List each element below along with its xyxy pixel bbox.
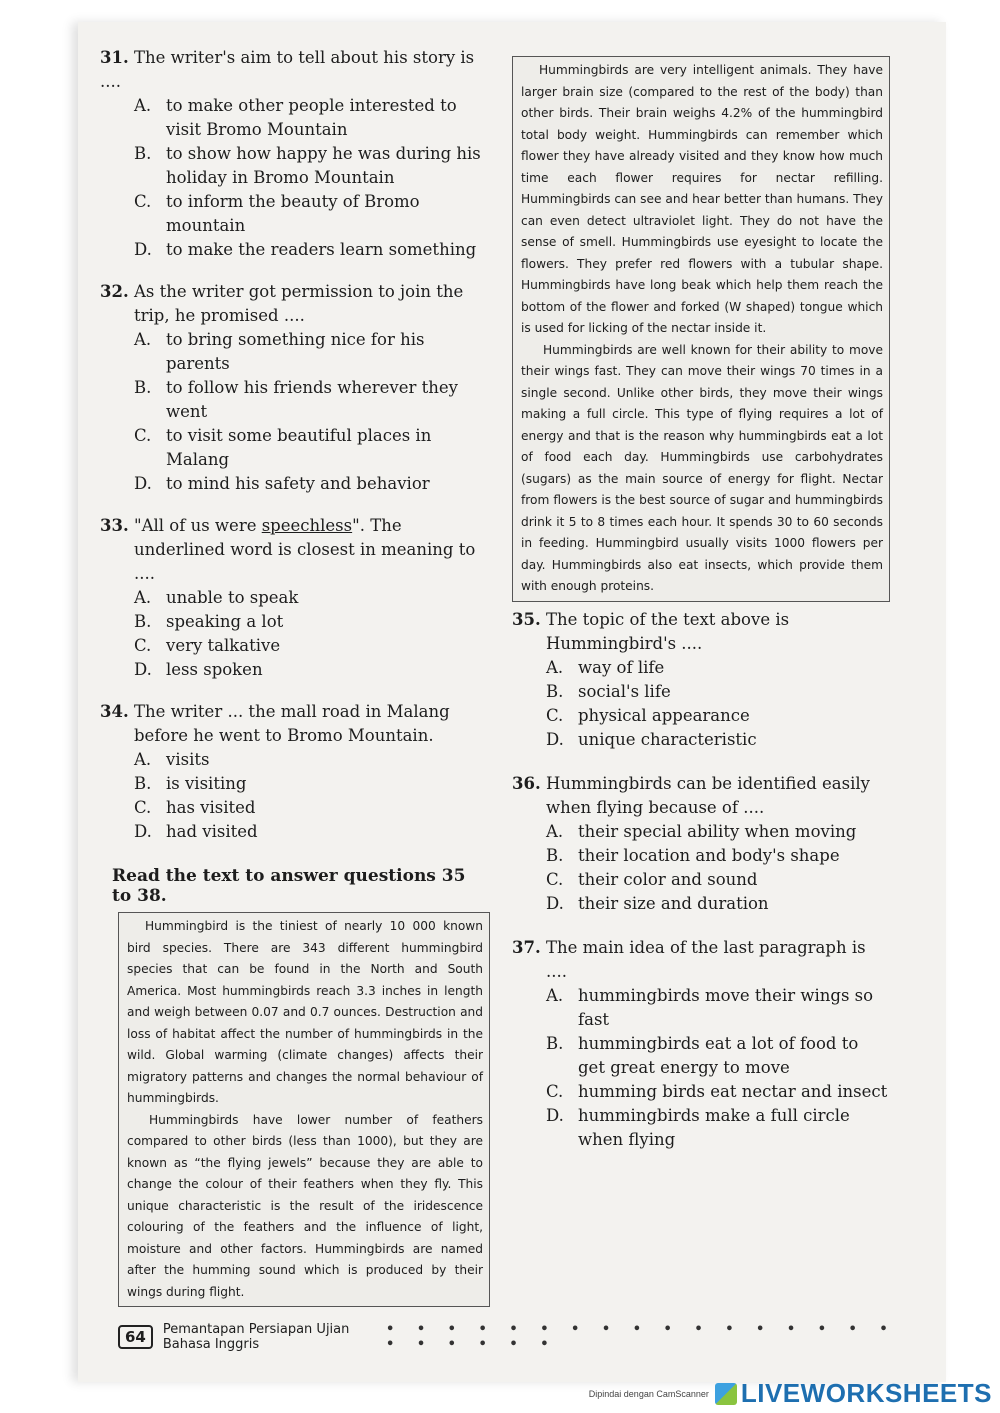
reading-passage-2 [512,56,890,602]
option-b[interactable]: B. their location and body's shape [546,845,840,865]
option-d[interactable]: D. to mind his safety and behavior [134,474,430,493]
option-c[interactable]: C. humming birds eat nectar and insect [546,1081,888,1101]
option-d[interactable]: D. hummingbirds make a full circle when flying [546,1105,850,1149]
option-a[interactable]: A. to bring something nice for his parents [134,330,425,373]
passage-paragraph: Hummingbirds have lower number of feathers compared to other birds (less than 1000), but they are known as “the flying jewels” because they are able to change the colour of their feathers when they fly. This unique characteristic is the result of the iridescence colouring of the feathers and the influence of light, moisture and other factors. Hummingbirds are named after the humming sound which is produced by their wings during flight. [127,1112,483,1299]
question-number: 37. [512,937,541,957]
reading-instruction: Read the text to answer questions 35 to 38. [112,866,466,906]
option-b[interactable]: B. to show how happy he was during his holiday in Bromo Mountain [134,144,481,187]
question-number: 35. [512,609,541,629]
option-c[interactable]: C. to inform the beauty of Bromo mountain [134,192,420,235]
question-stem: The topic of the text above is Hummingbird's .... [546,609,790,653]
option-b[interactable]: B. social's life [546,681,671,701]
option-d[interactable]: D. unique characteristic [546,729,757,749]
question-31 [100,46,488,262]
option-d[interactable]: D. had visited [134,822,258,841]
question-33 [100,514,488,682]
question-number: 31. [100,48,129,67]
liveworksheets-logo-icon [715,1383,737,1405]
question-number: 36. [512,773,541,793]
option-a[interactable]: A. hummingbirds move their wings so fast [546,985,874,1029]
question-35 [512,608,890,752]
question-stem: The writer ... the mall road in Malang before he went to Bromo Mountain. [134,702,450,745]
passage-paragraph: Hummingbirds are well known for their ability to move their wings fast. They can move their wings 70 times in a single second. Unlike other birds, they move their wings making a full circle. This type of flying requires a lot of energy and that is the reason why hummingbirds eat a lot of food each day. Hummingbirds use carbohydrates (sugars) as the main source of energy for flight. Nectar from flowers is the best source of sugar and hummingbirds drink it 5 to 8 times each hour. It spends 30 to 60 seconds in feeding. Hummingbird usually visits 1000 flowers per day. Hummingbirds also eat insects, which provide them with enough proteins. [521,342,883,593]
option-d[interactable]: D. their size and duration [546,893,769,913]
question-stem: The main idea of the last paragraph is .... [546,937,866,981]
question-stem: The writer's aim to tell about his story is .... [100,48,475,91]
left-column [100,46,488,1307]
option-d[interactable]: D. less spoken [134,660,263,679]
question-number: 33. [100,516,129,535]
option-c[interactable]: C. physical appearance [546,705,750,725]
option-a[interactable]: A. to make other people interested to visit Bromo Mountain [134,96,457,139]
question-36 [512,772,890,916]
option-b[interactable]: B. speaking a lot [134,612,284,631]
option-c[interactable]: C. to visit some beautiful places in Malang [134,426,432,469]
question-stem: As the writer got permission to join the trip, he promised .... [134,282,464,325]
question-stem: Hummingbirds can be identified easily when flying because of .... [546,773,870,817]
option-b[interactable]: B. hummingbirds eat a lot of food to get great energy to move [546,1033,859,1077]
question-37 [512,936,890,1152]
option-b[interactable]: B. is visiting [134,774,247,793]
option-b[interactable]: B. to follow his friends wherever they went [134,378,458,421]
brand-name: LIVEWORKSHEETS [740,1378,992,1408]
underlined-word: speechless [261,516,353,535]
footer-dots: • • • • • • • • • • • • • • • • • • • • • • • [386,1322,897,1352]
option-c[interactable]: C. very talkative [134,636,281,655]
option-a[interactable]: A. way of life [546,657,665,677]
question-number: 34. [100,702,129,721]
question-stem: "All of us were speechless". The underlined word is closest in meaning to .... [134,516,476,583]
question-32 [100,280,488,496]
option-c[interactable]: C. their color and sound [546,869,758,889]
liveworksheets-watermark [589,1378,992,1409]
page-number: 64 [118,1325,153,1349]
passage-paragraph: Hummingbird is the tiniest of nearly 10 000 known bird species. There are 343 different hummingbird species that can be found in the North and South America. Most hummingbirds reach 3.3 inches in length and weigh between 0.07 and 0.7 ounces. Destruction and loss of habitat affect the number of hummingbirds in the wild. Global warming (climate changes) affects their migratory patterns and changes the normal behaviour of hummingbirds. [127,919,483,1105]
page-footer [118,1323,898,1351]
right-column [512,56,890,1152]
option-a[interactable]: A. unable to speak [134,588,299,607]
option-c[interactable]: C. has visited [134,798,256,817]
question-number: 32. [100,282,129,301]
option-a[interactable]: A. visits [134,750,210,769]
book-title: Pemantapan Persiapan Ujian Bahasa Inggris [162,1322,350,1352]
scan-note: Dipindai dengan CamScanner [588,1388,709,1399]
question-34 [100,700,488,844]
reading-passage-1 [118,912,490,1307]
option-d[interactable]: D. to make the readers learn something [134,240,477,259]
option-a[interactable]: A. their special ability when moving [546,821,857,841]
passage-paragraph: Hummingbirds are very intelligent animals. They have larger brain size (compared to the rest of the body) than other birds. Their brain weighs 4.2% of the hummingbird total body weight. Hummingbirds can remember which flower they have already visited and they know how much time each flower requires for nectar refilling. Hummingbirds can see and hear better than humans. They can even detect ultraviolet light. They do not have the sense of smell. Hummingbirds use eyesight to locate the flowers. They prefer red flowers with a tubular shape. Hummingbirds have long beak which help them reach the bottom of the flower and forked (W shaped) tongue which is used for licking of the nectar inside it. [521,63,883,335]
